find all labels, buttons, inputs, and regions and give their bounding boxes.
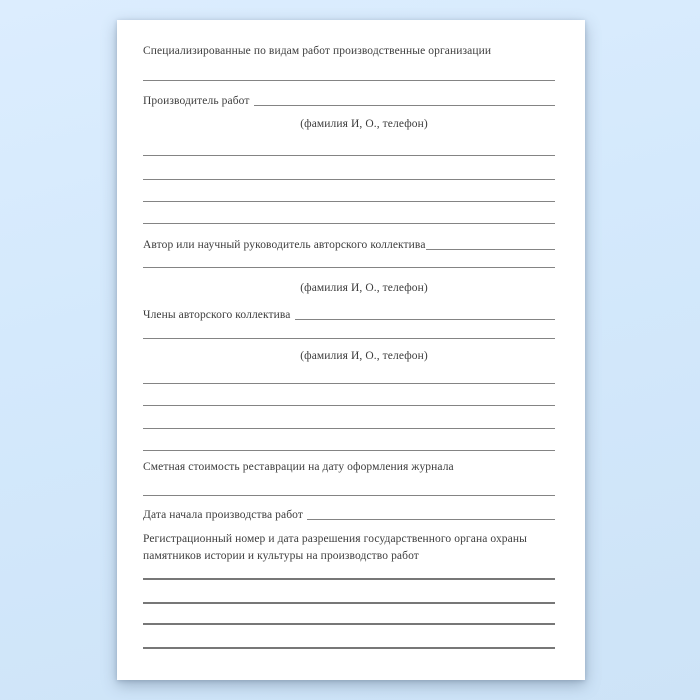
blank-rule [143, 155, 555, 156]
producer-row [143, 94, 555, 108]
registration-label: Регистрационный номер и дата разрешения государственного органа охраны памятников истории и культуры на производство работ [143, 533, 527, 562]
form-page [117, 20, 585, 680]
blank-rule [143, 647, 555, 649]
members-label: Члены авторского коллектива [143, 309, 291, 321]
producer-fill-line [254, 105, 556, 106]
blank-rule [143, 428, 555, 429]
blank-rule [143, 405, 555, 406]
blank-rule [143, 383, 555, 384]
start-date-label: Дата начала производства работ [143, 509, 303, 521]
producer-label: Производитель работ [143, 95, 250, 107]
members-fill-line [295, 319, 556, 320]
blank-rule [143, 450, 555, 451]
blank-rule [143, 223, 555, 224]
estimate-label: Сметная стоимость реставрации на дату оформления журнала [143, 461, 454, 473]
author-row [143, 238, 555, 252]
blank-rule [143, 495, 555, 496]
blank-rule [143, 623, 555, 625]
name-phone-caption: (фамилия И, О., телефон) [300, 350, 428, 362]
members-row [143, 308, 555, 322]
blank-rule [143, 338, 555, 339]
blank-rule [143, 602, 555, 604]
name-phone-caption: (фамилия И, О., телефон) [300, 282, 428, 294]
blank-rule [143, 179, 555, 180]
author-label: Автор или научный руководитель авторского коллектива [143, 239, 426, 251]
blank-rule [143, 578, 555, 580]
start-date-row [143, 508, 555, 522]
start-date-fill-line [307, 519, 555, 520]
author-fill-line [426, 249, 555, 250]
blank-rule [143, 80, 555, 81]
blank-rule [143, 201, 555, 202]
blank-rule [143, 267, 555, 268]
spec-orgs-label: Специализированные по видам работ производственные организации [143, 45, 492, 57]
name-phone-caption: (фамилия И, О., телефон) [300, 118, 428, 130]
